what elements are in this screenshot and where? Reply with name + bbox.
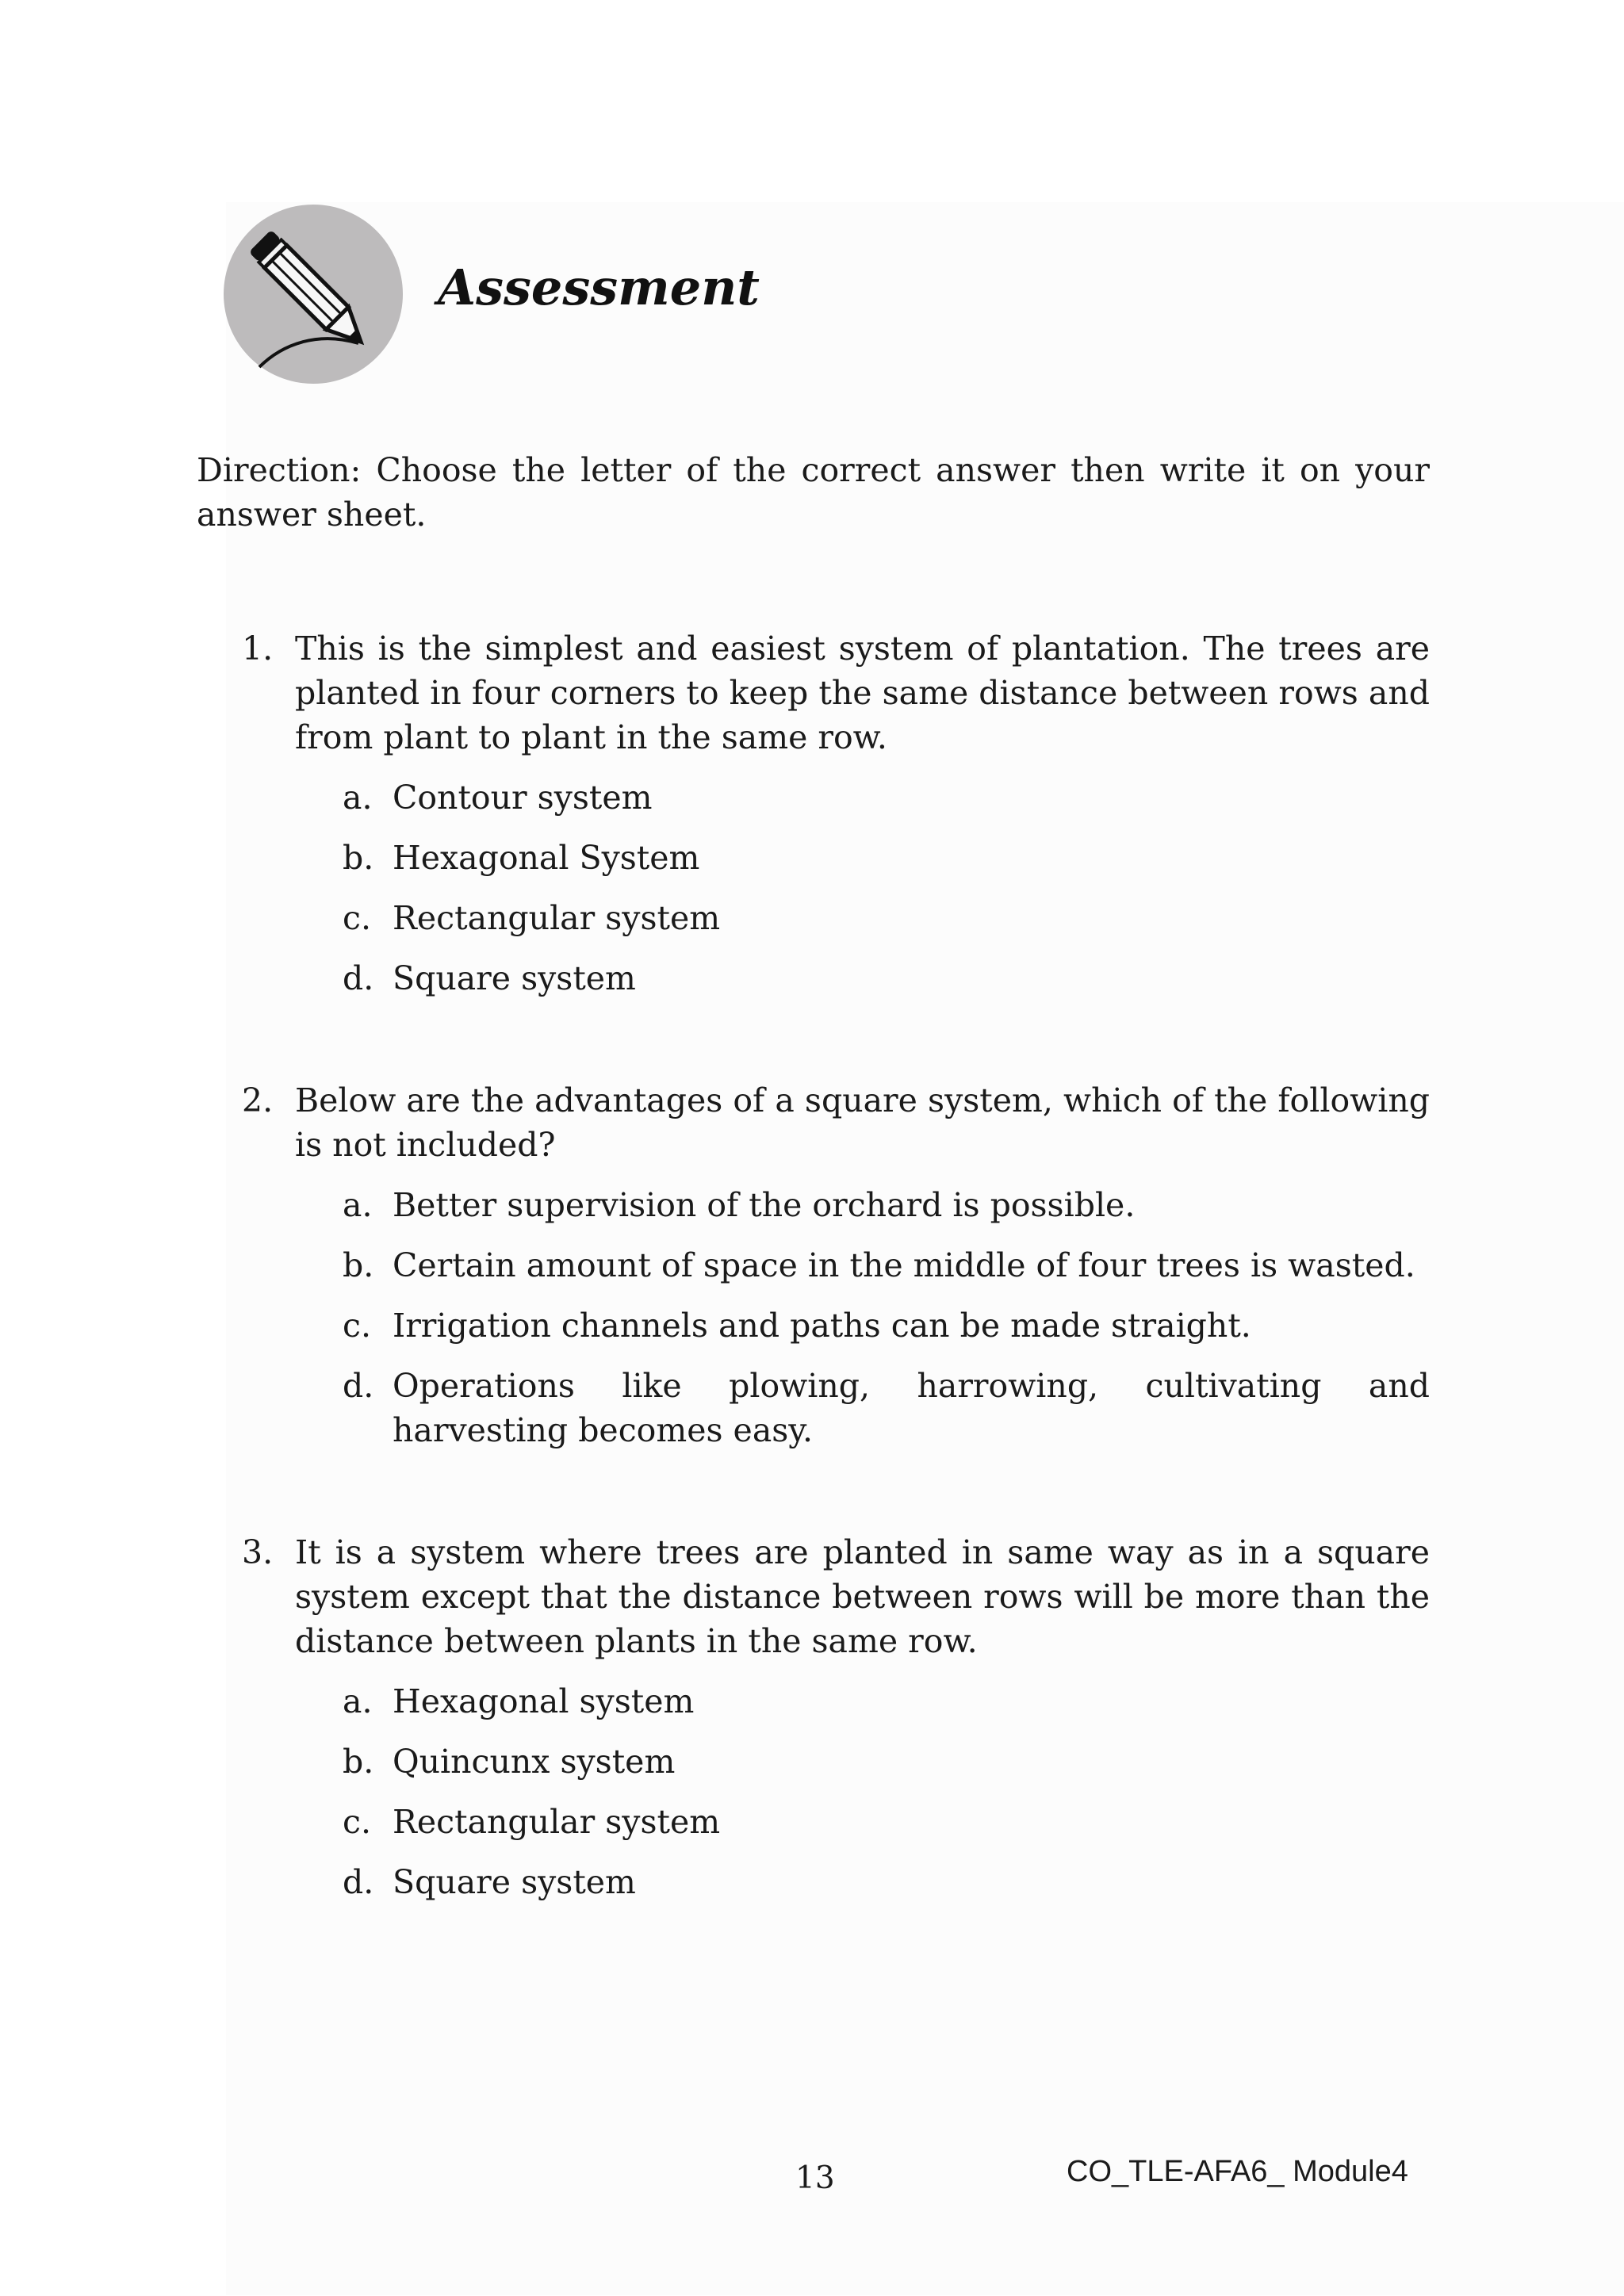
option-text: Certain amount of space in the middle of four trees is wasted.: [393, 1246, 1415, 1284]
option-text: Hexagonal system: [393, 1682, 695, 1720]
direction-text: Direction: Choose the letter of the correct answer then write it on your answer sheet.: [197, 451, 1430, 534]
option-b[interactable]: [242, 836, 1430, 880]
option-letter: a.: [343, 779, 373, 817]
option-letter: c.: [343, 899, 371, 937]
option-letter: c.: [343, 1307, 371, 1345]
question-number: 3.: [242, 1533, 274, 1571]
question-text: It is a system where trees are planted in same way as in a square system except that the distance between rows will be more than the distance between plants in the same row.: [295, 1533, 1430, 1660]
option-letter: d.: [343, 959, 374, 997]
option-d[interactable]: [242, 1860, 1430, 1904]
option-letter: b.: [343, 839, 374, 877]
option-text: Better supervision of the orchard is possible.: [393, 1186, 1136, 1224]
option-letter: d.: [343, 1367, 374, 1405]
option-a[interactable]: [242, 1679, 1430, 1724]
option-text: Square system: [393, 959, 636, 997]
option-letter: a.: [343, 1186, 373, 1224]
option-letter: d.: [343, 1863, 374, 1901]
option-text: Rectangular system: [393, 899, 721, 937]
option-text: Quincunx system: [393, 1743, 676, 1781]
options-list: [242, 775, 1430, 1001]
question-text: This is the simplest and easiest system of plantation. The trees are planted in four corners to keep the same distance between rows and from plant to plant in the same row.: [295, 629, 1430, 756]
question-3: [242, 1530, 1430, 1920]
option-text: Operations like plowing, harrowing, cultivating and harvesting becomes easy.: [393, 1367, 1430, 1449]
option-text: Hexagonal System: [393, 839, 700, 877]
option-letter: c.: [343, 1803, 371, 1841]
page-title: Assessment: [438, 258, 760, 316]
option-text: Square system: [393, 1863, 636, 1901]
pencil-icon: [224, 205, 403, 384]
option-text: Irrigation channels and paths can be made straight.: [393, 1307, 1251, 1345]
option-a[interactable]: [242, 775, 1430, 820]
question-2: [242, 1078, 1430, 1468]
question-number: 2.: [242, 1081, 274, 1119]
options-list: [242, 1679, 1430, 1904]
page-number: 13: [795, 2160, 835, 2196]
option-letter: b.: [343, 1246, 374, 1284]
module-code: CO_TLE-AFA6_ Module4: [1067, 2155, 1408, 2188]
question-1: [242, 626, 1430, 1016]
option-c[interactable]: [242, 1303, 1430, 1348]
option-text: Contour system: [393, 779, 653, 817]
question-number: 1.: [242, 629, 274, 668]
option-b[interactable]: [242, 1739, 1430, 1784]
option-letter: b.: [343, 1743, 374, 1781]
option-text: Rectangular system: [393, 1803, 721, 1841]
option-d[interactable]: [242, 1364, 1430, 1452]
option-b[interactable]: [242, 1243, 1430, 1288]
option-c[interactable]: [242, 1800, 1430, 1844]
option-a[interactable]: [242, 1183, 1430, 1227]
option-letter: a.: [343, 1682, 373, 1720]
option-d[interactable]: [242, 956, 1430, 1001]
option-c[interactable]: [242, 896, 1430, 940]
assessment-header: [217, 201, 852, 392]
options-list: [242, 1183, 1430, 1452]
question-text: Below are the advantages of a square system, which of the following is not included?: [295, 1081, 1430, 1164]
